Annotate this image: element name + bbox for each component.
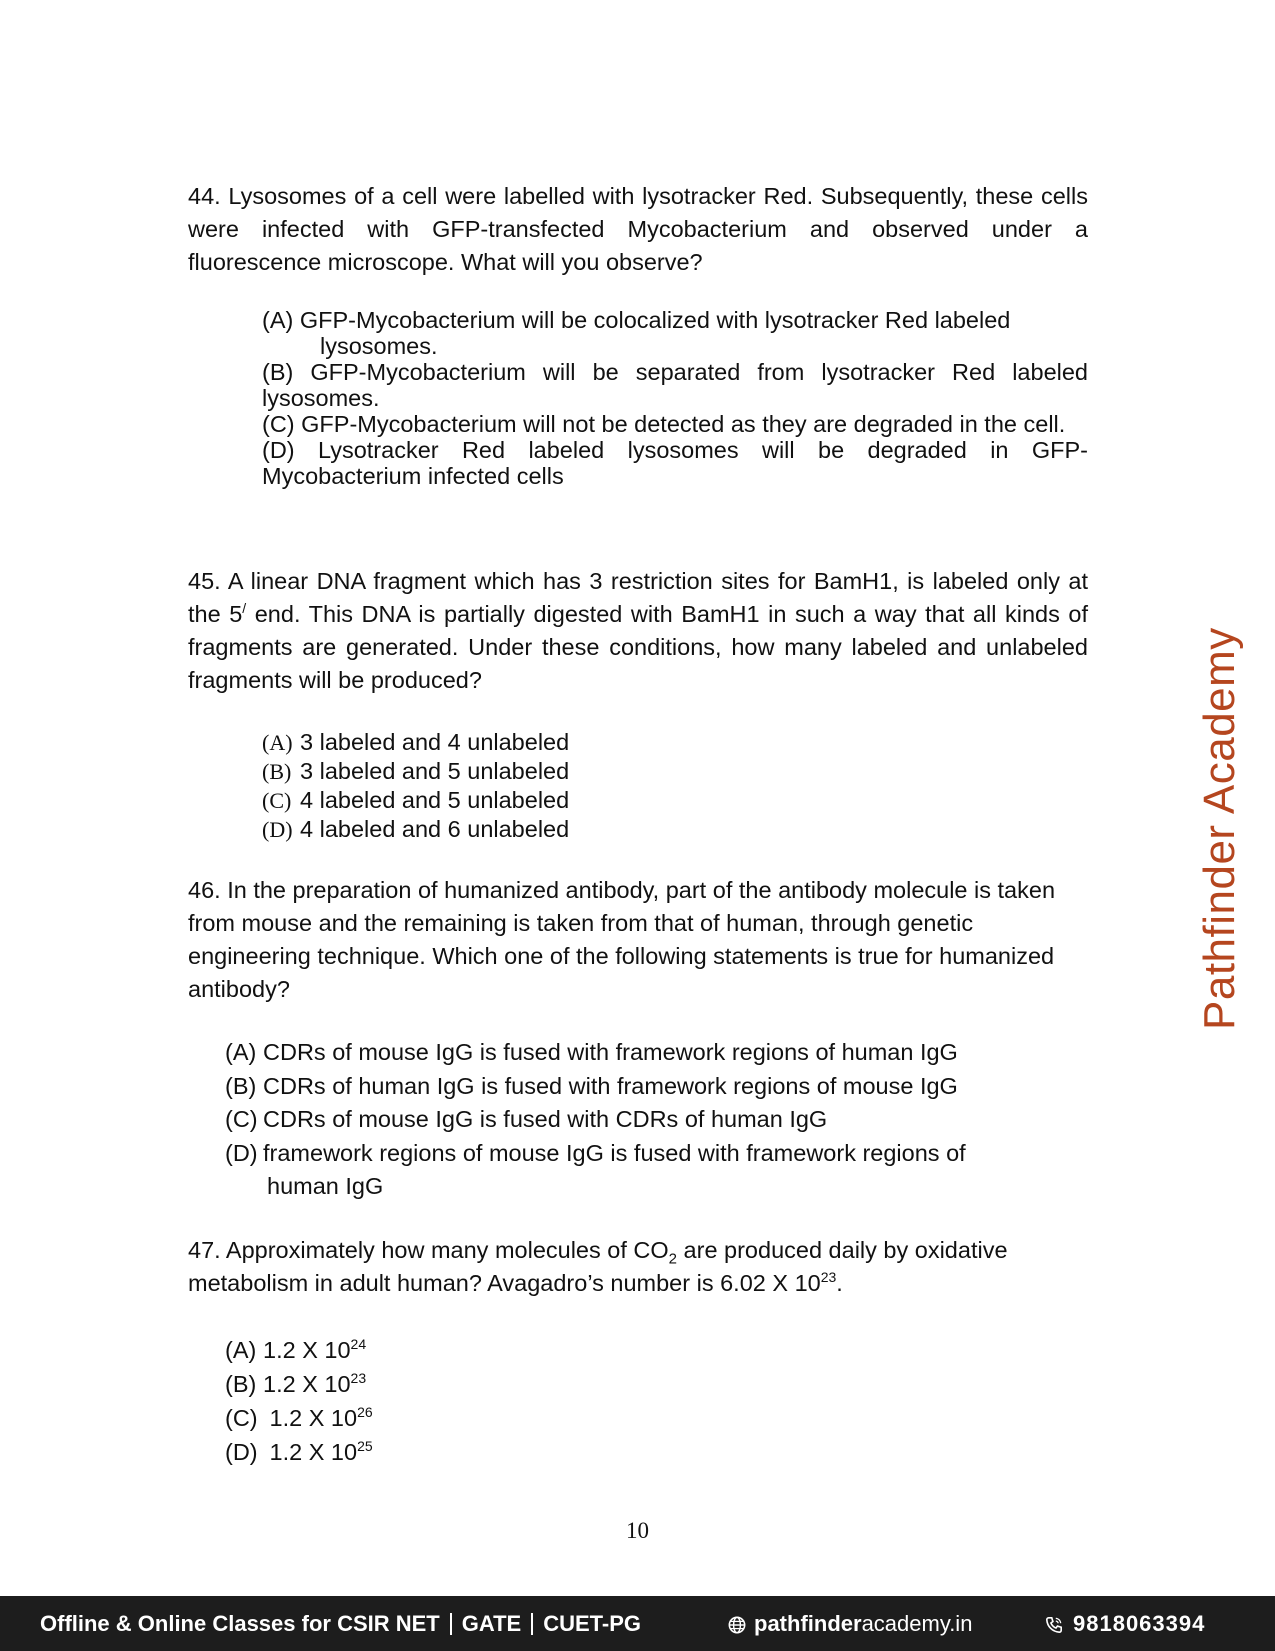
- option-text: 4 labeled and 5 unlabeled: [300, 787, 570, 813]
- website-light: academy.in: [861, 1611, 973, 1636]
- option-text: framework regions of mouse IgG is fused with framework regions of: [263, 1139, 966, 1166]
- q44-options: [262, 307, 1088, 489]
- phone-icon: [1045, 1616, 1063, 1634]
- q44-option-d: (D) Lysotracker Red labeled lysosomes will be degraded in GFP-Mycobacterium infected cells: [262, 437, 1088, 489]
- globe-icon: [728, 1616, 746, 1634]
- option-text: 3 labeled and 5 unlabeled: [300, 758, 570, 784]
- option-text: CDRs of human IgG is fused with framework regions of mouse IgG: [263, 1072, 958, 1099]
- q47-option-b: [225, 1367, 373, 1401]
- option-text: 4 labeled and 6 unlabeled: [300, 816, 570, 842]
- footer-offer-text: Offline & Online Classes for CSIR NET: [40, 1611, 440, 1636]
- option-label: (C): [225, 1405, 258, 1431]
- question-text: 47. Approximately how many molecules of CO: [188, 1237, 669, 1263]
- side-brand-watermark: Pathfinder Academy: [1195, 627, 1244, 1030]
- option-label: (B): [225, 1072, 257, 1099]
- q47-option-d: [225, 1435, 373, 1469]
- footer-offer: [40, 1611, 641, 1637]
- option-text: 1.2 X 10: [263, 1371, 351, 1397]
- q46-option-c: [225, 1103, 1095, 1137]
- footer-exam-cuet: CUET-PG: [543, 1611, 642, 1636]
- option-text: CDRs of mouse IgG is fused with framework regions of human IgG: [263, 1039, 958, 1065]
- page-number: 10: [626, 1518, 649, 1543]
- option-text: GFP-Mycobacterium will be colocalized with lysotracker Red labeled: [299, 307, 1011, 333]
- footer-separator: [531, 1613, 533, 1635]
- question-text: end. This DNA is partially digested with BamH1 in such a way that all kinds of fragments are generated. Under these conditions, how many labeled and unlabeled fragments will be produced?: [188, 601, 1088, 693]
- option-label: (C): [262, 788, 292, 813]
- website-bold: pathfinder: [754, 1611, 862, 1636]
- option-text: 1.2 X 10: [263, 1337, 351, 1363]
- exponent: 24: [350, 1336, 367, 1353]
- phone-number: 9818063394: [1073, 1611, 1206, 1636]
- q45-option-b: [262, 757, 569, 786]
- q45-option-a: [262, 728, 569, 757]
- option-label: (A): [262, 307, 294, 333]
- q46-option-b: [225, 1070, 1095, 1104]
- option-text-continued: human IgG: [267, 1173, 384, 1199]
- option-text: 3 labeled and 4 unlabeled: [300, 729, 570, 755]
- option-label: (D): [225, 1139, 258, 1166]
- exponent: 26: [357, 1404, 373, 1421]
- question-45: [188, 565, 1088, 697]
- option-text: 1.2 X 10: [263, 1405, 358, 1431]
- q44-option-a: [262, 307, 1088, 359]
- question-47: [188, 1234, 1068, 1300]
- option-text-continued: lysosomes.: [320, 333, 438, 359]
- exponent: 23: [820, 1269, 837, 1286]
- footer-website[interactable]: [728, 1611, 972, 1637]
- option-label: (D): [262, 817, 293, 842]
- prime-mark: /: [242, 600, 247, 617]
- question-text: are produced daily by oxidative metabolism in adult human? Avagadro’s number is 6.02 X 10: [188, 1237, 1008, 1296]
- subscript: 2: [668, 1250, 678, 1268]
- option-label: (D): [225, 1439, 258, 1465]
- exponent: 25: [357, 1438, 373, 1455]
- option-text: CDRs of mouse IgG is fused with CDRs of human IgG: [263, 1106, 828, 1132]
- question-44: 44. Lysosomes of a cell were labelled with lysotracker Red. Subsequently, these cells were infected with GFP-transfected Mycobacterium and observed under a fluorescence microscope. What will you observe?: [188, 183, 1088, 275]
- q44-option-c: (C) GFP-Mycobacterium will not be detected as they are degraded in the cell.: [262, 411, 1066, 437]
- footer-banner: [0, 1596, 1275, 1651]
- q47-options: [225, 1333, 373, 1469]
- option-label: (B): [225, 1371, 257, 1397]
- footer-phone[interactable]: [1045, 1611, 1205, 1637]
- question-text: .: [836, 1270, 843, 1296]
- q44-option-b: (B) GFP-Mycobacterium will be separated from lysotracker Red labeled lysosomes.: [262, 359, 1088, 411]
- footer-separator: [450, 1613, 452, 1635]
- q46-option-d: [225, 1137, 1095, 1204]
- q46-option-a: [225, 1036, 1095, 1070]
- q47-option-a: [225, 1333, 373, 1367]
- option-label: (C): [225, 1106, 258, 1132]
- option-label: (B): [262, 759, 292, 784]
- exponent: 23: [350, 1370, 367, 1387]
- q45-options: [262, 728, 569, 844]
- question-46: 46. In the preparation of humanized antibody, part of the antibody molecule is taken from mouse and the remaining is taken from that of human, through genetic engineering technique. Which one of the following statements is true for humanized antibody?: [188, 877, 1056, 1002]
- q47-option-c: [225, 1401, 373, 1435]
- q46-options: [225, 1036, 1095, 1204]
- footer-exam-gate: GATE: [461, 1611, 522, 1636]
- option-label: (A): [225, 1337, 257, 1363]
- question-text: 45. A linear DNA fragment which has 3 restriction sites for BamH1, is labeled only at the 5: [188, 568, 1088, 627]
- option-text: 1.2 X 10: [263, 1439, 358, 1465]
- option-label: (A): [262, 730, 293, 755]
- option-label: (A): [225, 1039, 257, 1065]
- q45-option-c: [262, 786, 569, 815]
- q45-option-d: [262, 815, 569, 844]
